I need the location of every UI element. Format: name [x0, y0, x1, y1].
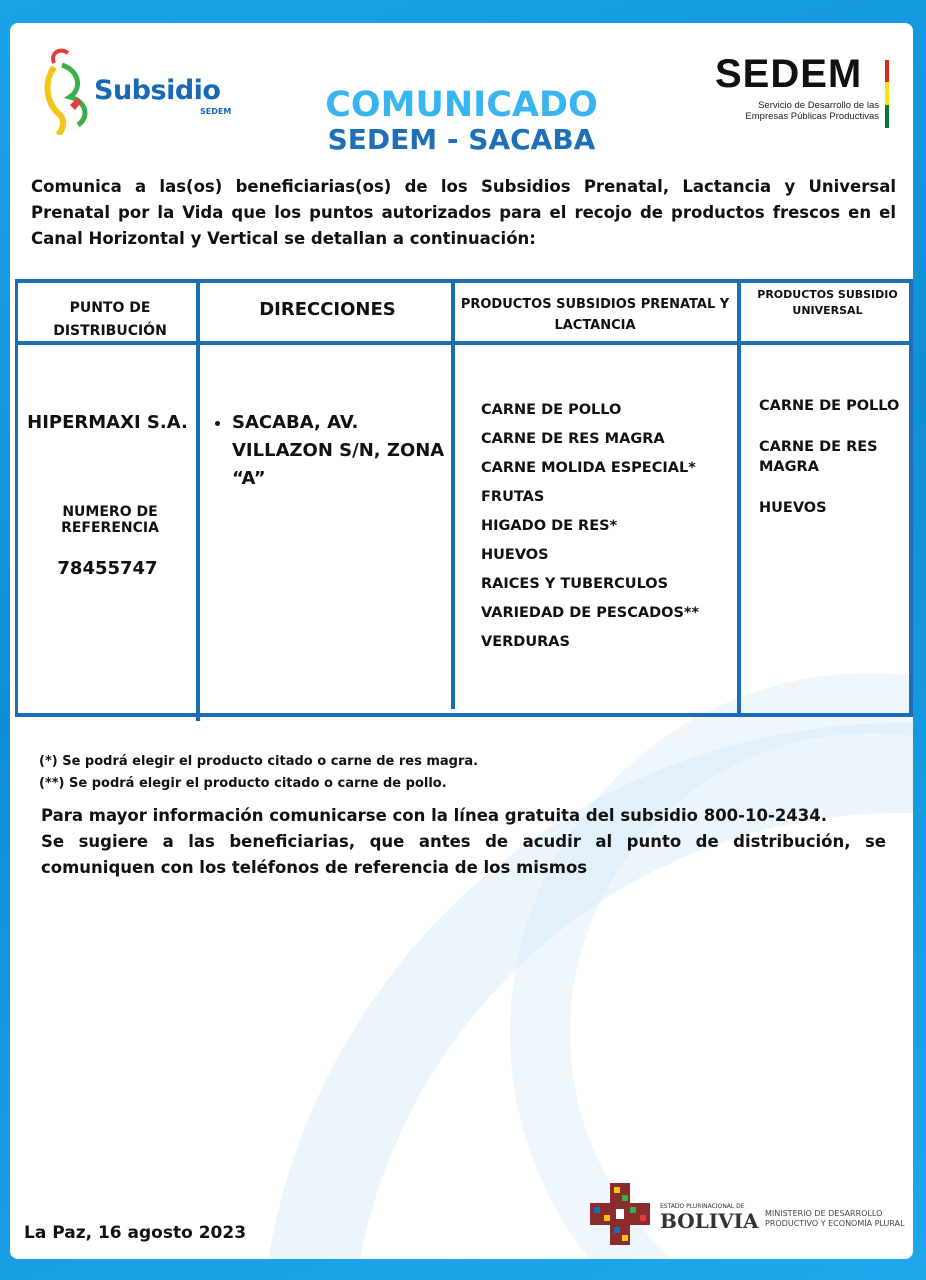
product-item: HIGADO DE RES* — [481, 518, 618, 534]
product-item: CARNE MOLIDA ESPECIAL* — [481, 460, 696, 476]
footer-date: La Paz, 16 agosto 2023 — [24, 1223, 247, 1243]
document-card — [10, 23, 913, 1259]
ministry-text: MINISTERIO DE DESARROLLO PRODUCTIVO Y ECONOMÍA PLURAL — [765, 1209, 905, 1228]
background-swirl — [510, 673, 913, 1259]
product-item: CARNE DE RES MAGRA — [481, 431, 665, 447]
distribution-point-name: HIPERMAXI S.A. — [27, 412, 188, 433]
product-item: CARNE DE POLLO — [481, 402, 622, 418]
page-subtitle: SEDEM - SACABA — [327, 123, 596, 156]
header-universal-products: PRODUCTOS SUBSIDIO UNIVERSAL — [757, 288, 898, 317]
address-cell — [215, 409, 460, 493]
subsidio-logo-text: Subsidio — [94, 75, 221, 106]
page-title: COMUNICADO — [325, 85, 598, 125]
chakana-emblem-icon — [590, 1183, 650, 1245]
product-item: HUEVOS — [759, 500, 827, 516]
universal-products-list — [759, 396, 913, 539]
reference-label: NUMERO DE REFERENCIA — [61, 504, 159, 536]
product-item: VARIEDAD DE PESCADOS** — [481, 605, 700, 621]
bolivia-text: BOLIVIA — [660, 1209, 759, 1233]
product-item: CARNE DE POLLO — [759, 398, 900, 414]
address-item: • SACABA, AV. VILLAZON S/N, ZONA “A” — [232, 409, 460, 493]
footnote: (*) Se podrá elegir el producto citado o carne de res magra. — [39, 754, 479, 769]
info-line: Se sugiere a las beneficiarias, que antes de acudir al punto de distribución, se comuniquen con los teléfonos de referencia de los mismos — [41, 832, 886, 877]
product-item: RAICES Y TUBERCULOS — [481, 576, 669, 592]
product-item: VERDURAS — [481, 634, 570, 650]
product-item: FRUTAS — [481, 489, 545, 505]
header-distribution-point: PUNTO DE DISTRIBUCIÓN — [53, 300, 167, 339]
footnotes — [39, 751, 478, 795]
prenatal-products-list — [481, 396, 741, 657]
sedem-logo-text: SEDEM — [715, 52, 863, 96]
info-paragraph — [41, 803, 886, 881]
product-item: CARNE DE RES MAGRA — [759, 439, 878, 475]
header-addresses: DIRECCIONES — [259, 299, 396, 320]
bolivia-logo — [590, 1183, 905, 1248]
reference-number: 78455747 — [57, 558, 158, 579]
bolivia-state-text: ESTADO PLURINACIONAL DE — [660, 1203, 745, 1210]
subsidio-logo-sub: SEDEM — [200, 107, 232, 116]
footnote: (**) Se podrá elegir el producto citado o carne de pollo. — [39, 776, 447, 791]
sedem-logo-description: Servicio de Desarrollo de las Empresas Públicas Productivas — [745, 100, 879, 122]
intro-paragraph: Comunica a las(os) beneficiarias(os) de los Subsidios Prenatal, Lactancia y Universal Prenatal por la Vida que los puntos autorizados para el recojo de productos frescos en el Canal Horizontal y Vertical se detallan a continuación: — [31, 177, 896, 248]
info-line: Para mayor información comunicarse con la línea gratuita del subsidio 800-10-2434. — [41, 806, 828, 825]
product-item: HUEVOS — [481, 547, 549, 563]
header-prenatal-products: PRODUCTOS SUBSIDIOS PRENATAL Y LACTANCIA — [460, 297, 730, 333]
distribution-table — [15, 279, 912, 719]
